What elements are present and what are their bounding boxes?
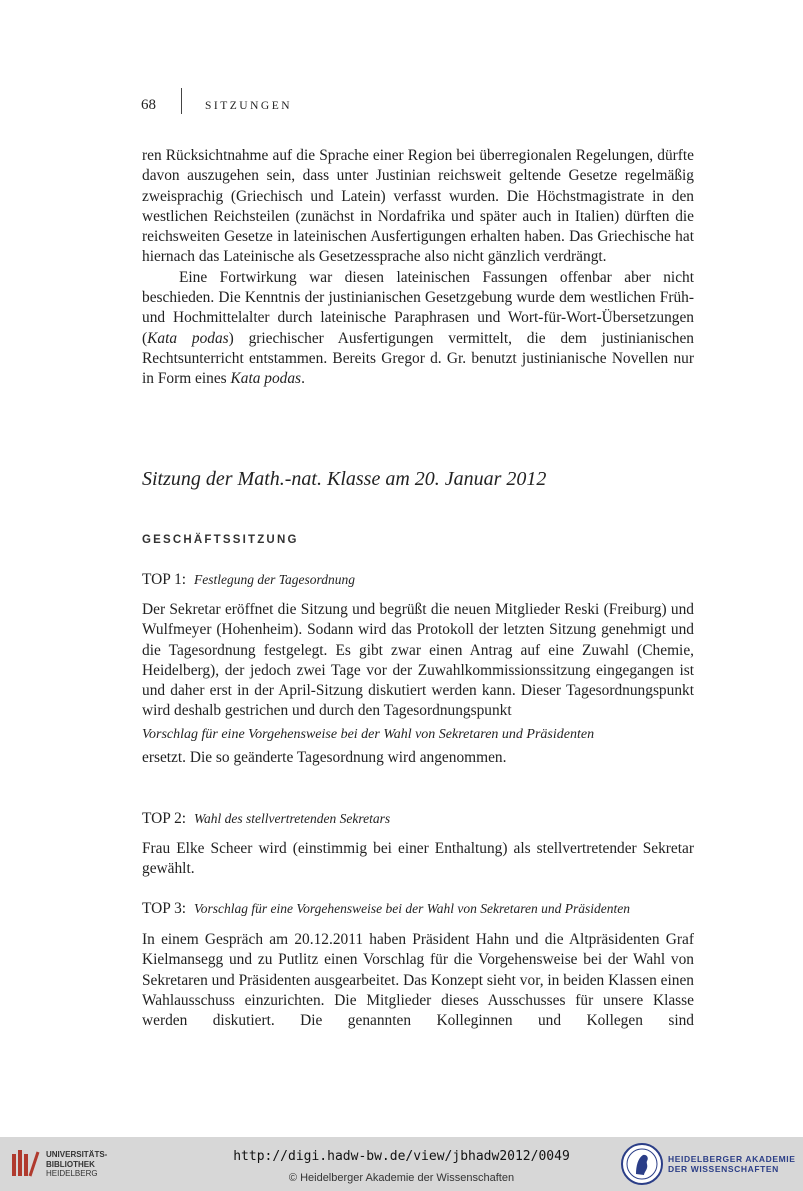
academy-line-2: DER WISSENSCHAFTEN bbox=[668, 1164, 779, 1174]
subsection-heading: GESCHÄFTSSITZUNG bbox=[142, 534, 299, 546]
top3-heading bbox=[142, 900, 630, 918]
top2-body bbox=[142, 839, 694, 880]
top3-label: TOP 3: bbox=[142, 900, 187, 917]
paragraph-2-text-a: Eine Fortwirkung war diesen lateinischen Fassungen offenbar aber nicht beschieden. Die Kenntnis der justinianischen Gesetzgebung wurde dem westlichen Früh- und Hochmittelalter durch lateinische Paraphrasen und Wort-für-Wort-Übersetzungen ( bbox=[142, 268, 694, 347]
top2-paragraph: Frau Elke Scheer wird (einstimmig bei einer Enthaltung) als stellvertretender Sekretar gewählt. bbox=[142, 840, 694, 878]
ub-line-2: BIBLIOTHEK bbox=[46, 1159, 95, 1169]
section-heading: Sitzung der Math.-nat. Klasse am 20. Januar 2012 bbox=[142, 468, 547, 490]
top1-label: TOP 1: bbox=[142, 571, 187, 588]
permalink-url[interactable]: http://digi.hadw-bw.de/view/jbhadw2012/0049 bbox=[233, 1149, 570, 1164]
intro-paragraph-2 bbox=[142, 268, 694, 390]
top2-heading bbox=[142, 810, 390, 828]
ub-line-3: HEIDELBERG bbox=[46, 1169, 98, 1178]
page-header bbox=[141, 88, 701, 118]
intro-text bbox=[142, 146, 694, 390]
top3-paragraph: In einem Gespräch am 20.12.2011 haben Präsident Hahn und die Altpräsidenten Graf Kielmansegg und zu Putlitz einen Vorschlag für die Vorgehensweise bei der Wahl von Sekretaren und Präsidenten ausgearbeitet. Das Konzept sieht vor, in beiden Klassen einen Wahlausschuss einzurichten. Die Mitglieder dieses Ausschusses für unsere Klasse werden diskutiert. Die genannten Kolleginnen und Kollegen sind bbox=[142, 931, 694, 1030]
kata-podas-italic-2: Kata podas bbox=[230, 370, 302, 388]
top2-label: TOP 2: bbox=[142, 810, 187, 827]
page-number: 68 bbox=[141, 97, 156, 113]
top2-title: Wahl des stellvertretenden Sekretars bbox=[194, 811, 391, 826]
academy-line-1: HEIDELBERGER AKADEMIE bbox=[668, 1154, 796, 1164]
top1-paragraph: Der Sekretar eröffnet die Sitzung und begrüßt die neuen Mitglieder Reski (Freiburg) und Wulfmeyer (Hohenheim). Sodann wird das Protokoll der letzten Sitzung genehmigt und die Tagesordnung festgelegt. Es gibt zwar einen Antrag auf eine Zuwahl (Chemie, Heidelberg), der jedoch zwei Tage vor der Zuwahlkommissionssitzung eingegangen ist und daher erst in der April-Sitzung diskutiert werden kann. Dieser Tagesordnungspunkt wird deshalb gestrichen und durch den Tagesordnungspunkt bbox=[142, 601, 694, 720]
header-divider bbox=[181, 88, 182, 114]
top3-body bbox=[142, 930, 694, 1031]
top3-title: Vorschlag für eine Vorgehensweise bei der Wahl von Sekretaren und Präsidenten bbox=[194, 901, 630, 916]
footer-bar bbox=[0, 1137, 803, 1191]
academy-wordmark bbox=[668, 1154, 796, 1174]
copyright-notice: © Heidelberger Akademie der Wissenschaften bbox=[288, 1172, 515, 1184]
kata-podas-italic-1: Kata podas bbox=[147, 329, 229, 347]
running-title: SITZUNGEN bbox=[205, 100, 293, 112]
top1-body bbox=[142, 600, 694, 768]
top1-title: Festlegung der Tagesordnung bbox=[194, 572, 356, 587]
top1-closing: ersetzt. Die so geänderte Tagesordnung wird angenommen. bbox=[142, 749, 507, 767]
academy-seal-icon bbox=[620, 1142, 664, 1186]
top1-heading bbox=[142, 571, 355, 589]
ub-line-1: UNIVERSITÄTS- bbox=[46, 1150, 108, 1159]
paragraph-2-text-c: . bbox=[301, 370, 305, 388]
academy-logo[interactable] bbox=[620, 1141, 800, 1187]
intro-paragraph-1: ren Rücksichtnahme auf die Sprache einer Region bei überregionalen Regelungen, dürfte davon auszugehen sein, dass unter Justinian reichsweit geltende Gesetze regelmäßig zweisprachig (Griechisch und Latein) verfasst wurden. Die Höchstmagistrate in den westlichen Reichsteilen (zunächst in Nordafrika und später auch in Italien) dürften die reichsweiten Gesetze in lateinischen Ausfertigungen erhalten haben. Das Griechische hat hiernach das Lateinische als Gesetzessprache also nicht gänzlich verdrängt. bbox=[142, 147, 694, 266]
paragraph-2-text-b: ) griechischer Ausfertigungen vermittelt, die dem justinianischen Rechtsunterricht entstammen. Bereits Gregor d. Gr. benutzt justinianische Novellen nur in Form eines bbox=[142, 329, 694, 388]
top1-quote: Vorschlag für eine Vorgehensweise bei der Wahl von Sekretaren und Präsidenten bbox=[142, 726, 595, 742]
